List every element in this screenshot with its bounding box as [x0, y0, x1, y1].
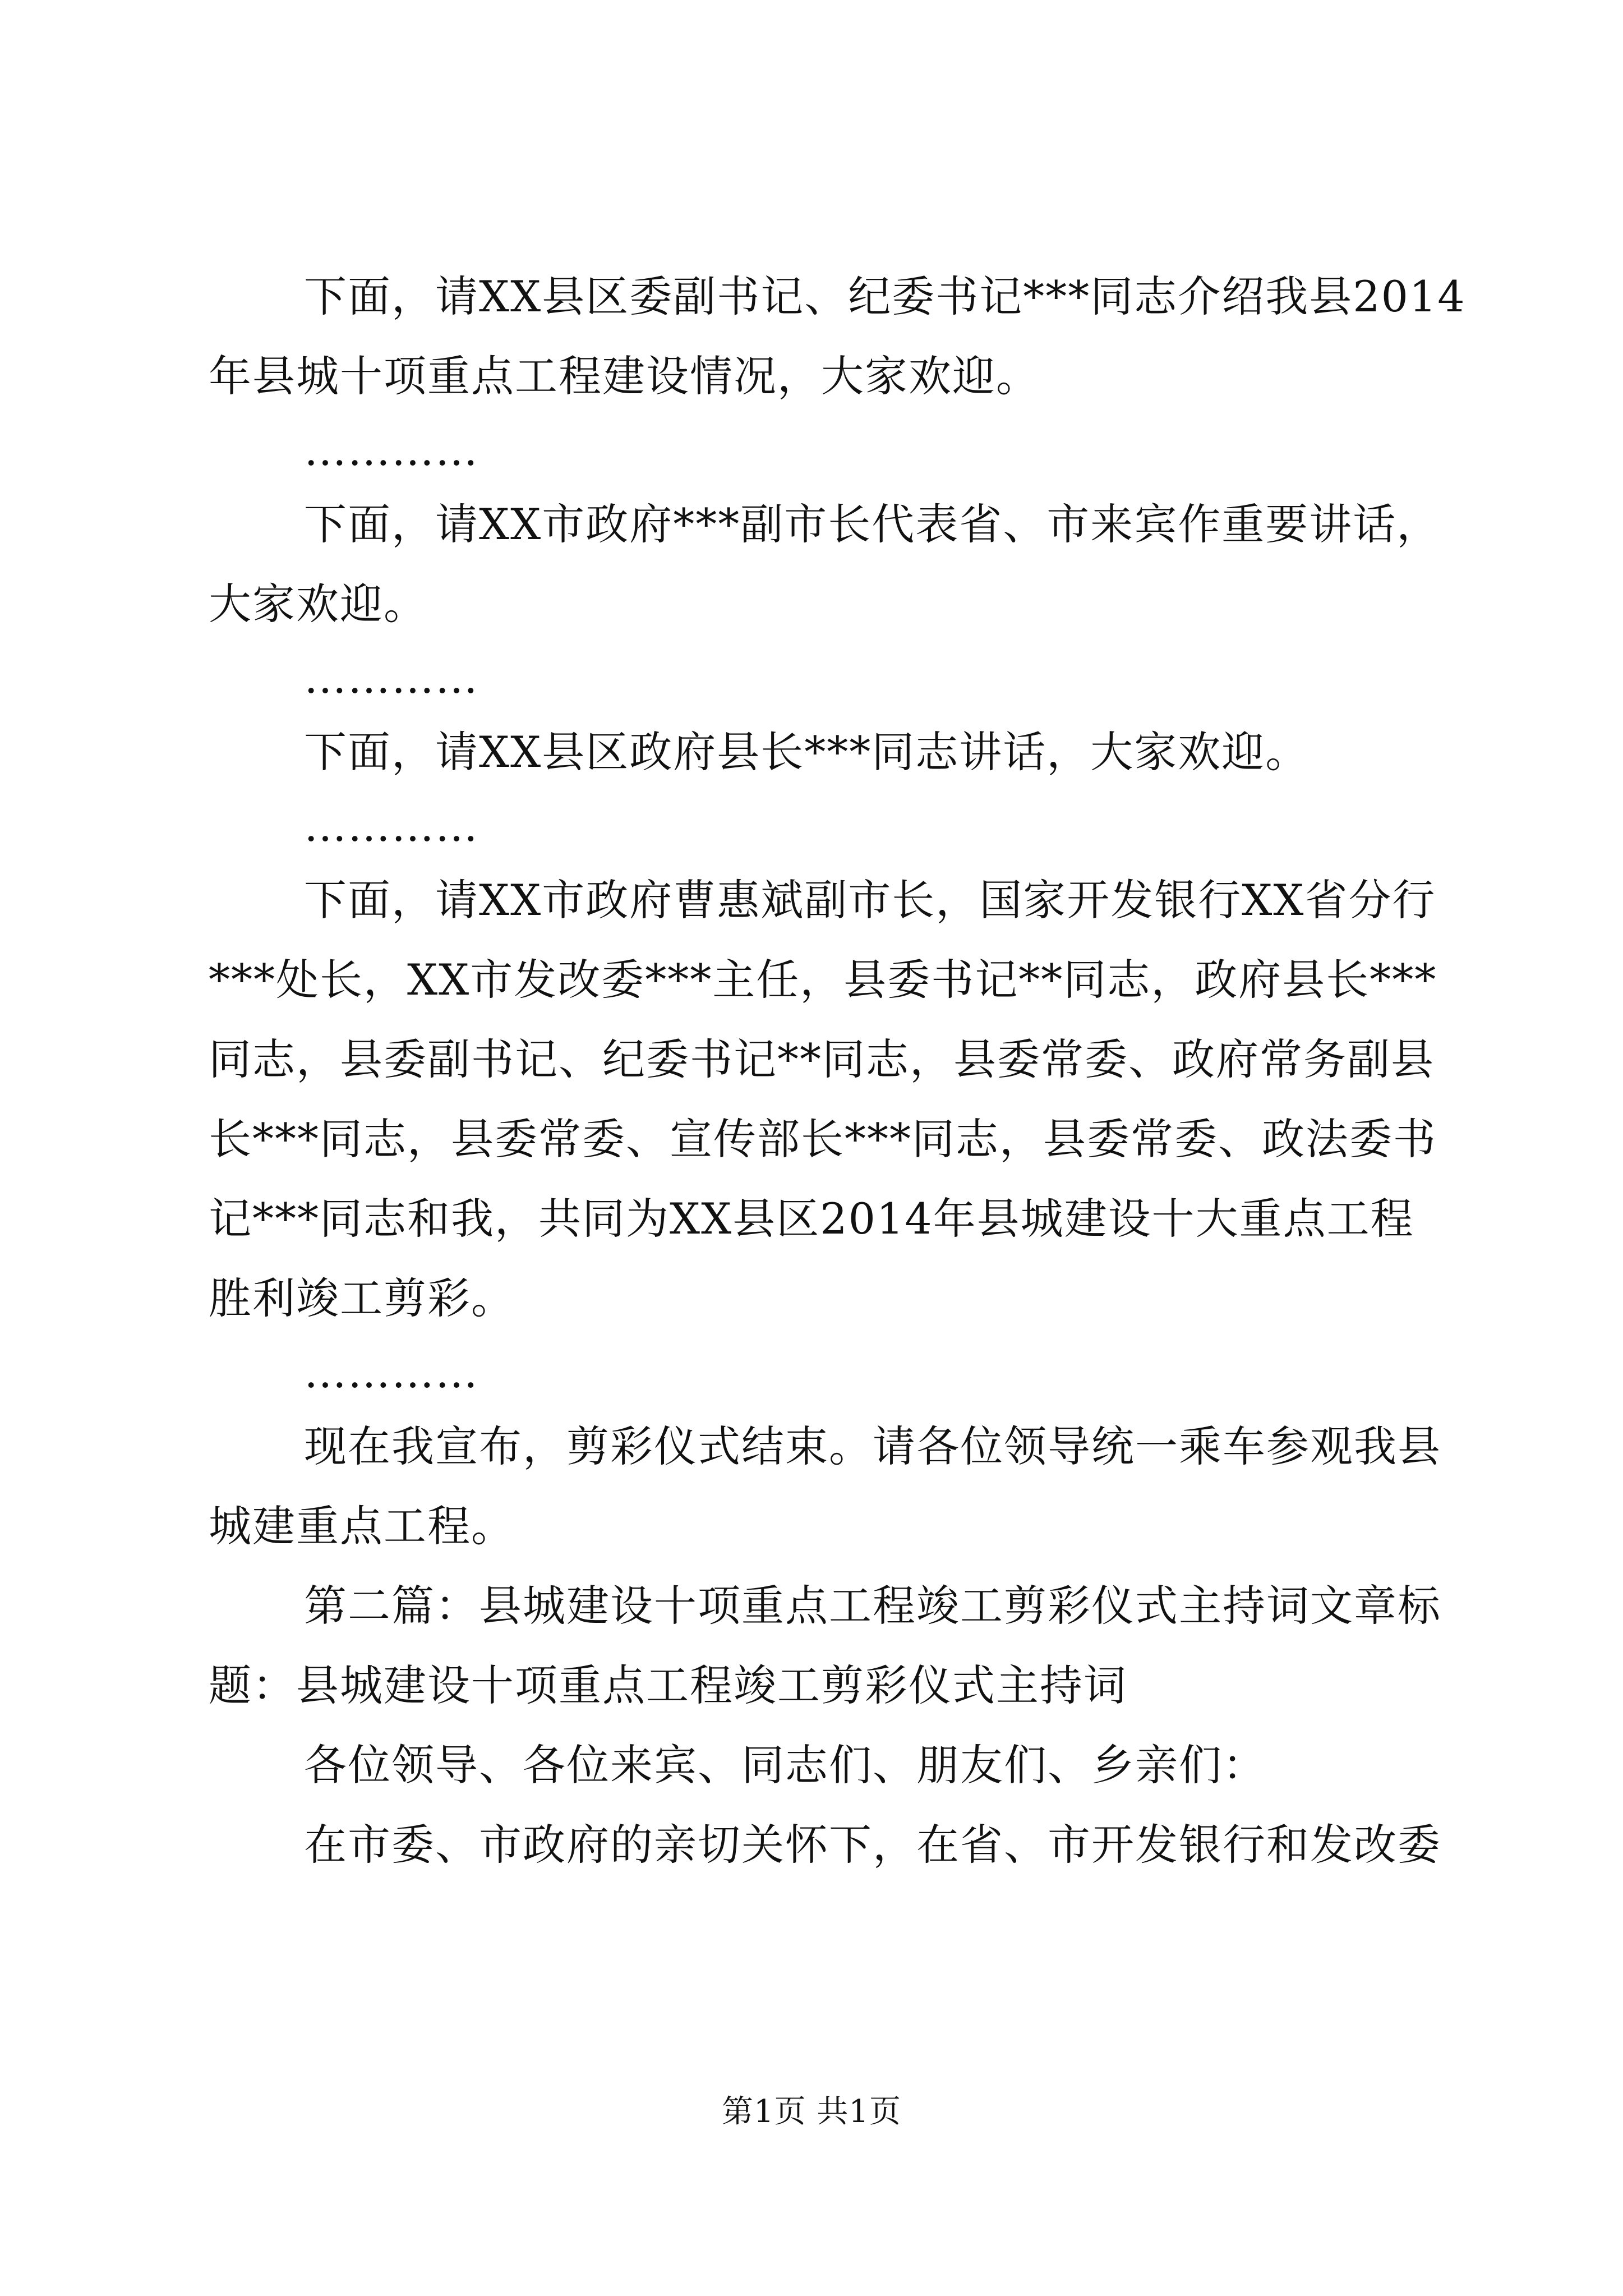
section-heading-line: 第二篇：县城建设十项重点工程竣工剪彩仪式主持词文章标: [304, 1581, 1441, 1631]
text-line: 记***同志和我，共同为XX县区2014年县城建设十大重点工程: [209, 1194, 1414, 1244]
text-line: 下面，请XX县区委副书记、纪委书记***同志介绍我县2014: [304, 272, 1466, 321]
text-line: 大家欢迎。: [209, 579, 427, 629]
text-line: 在市委、市政府的亲切关怀下，在省、市开发银行和发改委: [304, 1820, 1441, 1870]
text-line: 现在我宣布，剪彩仪式结束。请各位领导统一乘车参观我县: [304, 1421, 1441, 1471]
text-line: 胜利竣工剪彩。: [209, 1273, 515, 1323]
text-line: 城建重点工程。: [209, 1501, 515, 1551]
text-line: 长***同志，县委常委、宣传部长***同志，县委常委、政法委书: [209, 1114, 1437, 1164]
text-line: 下面，请XX县区政府县长***同志讲话，大家欢迎。: [304, 727, 1310, 777]
text-line: ***处长，XX市发改委***主任，县委书记**同志，政府县长***: [209, 955, 1437, 1005]
section-heading-line: 题：县城建设十项重点工程竣工剪彩仪式主持词: [209, 1660, 1127, 1710]
ellipsis-line: …………: [304, 1347, 479, 1397]
text-line: 各位领导、各位来宾、同志们、朋友们、乡亲们：: [304, 1740, 1266, 1790]
text-line: 同志，县委副书记、纪委书记**同志，县委常委、政府常务副县: [209, 1034, 1435, 1084]
text-line: 年县城十项重点工程建设情况，大家欢迎。: [209, 351, 1040, 401]
text-line: 下面，请XX市政府曹惠斌副市长，国家开发银行XX省分行: [304, 875, 1436, 925]
ellipsis-line: …………: [304, 425, 479, 475]
ellipsis-line: …………: [304, 801, 479, 851]
text-line: 下面，请XX市政府***副市长代表省、市来宾作重要讲话，: [304, 499, 1441, 549]
ellipsis-line: …………: [304, 653, 479, 703]
page-footer: 第1页 共1页: [721, 2093, 902, 2130]
document-body: [209, 257, 1466, 1885]
